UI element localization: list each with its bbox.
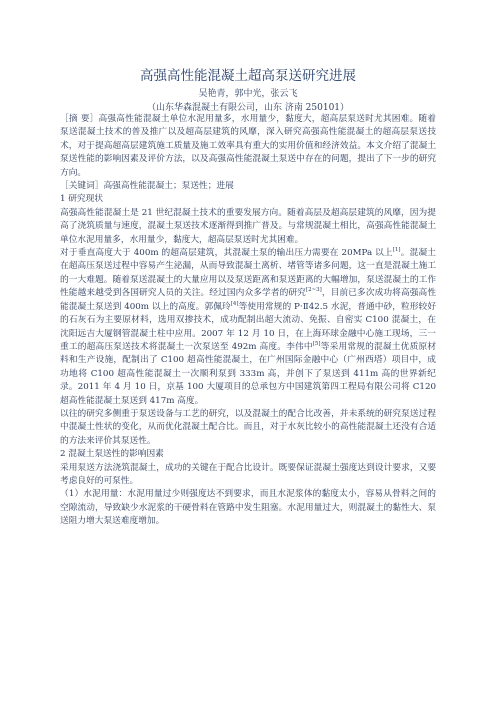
paper-authors: 吴艳青，郭中光，张云飞 (198, 89, 298, 99)
paper-title: 高强高性能混凝土超高泵送研究进展 (140, 68, 356, 84)
section-1-heading: 1 研究现状 (60, 194, 104, 205)
section-1-paragraph-3: 以往的研究多侧重于泵送设备与工艺的研究，以及混凝土的配合比改善，并未系统的研究泵送过程中混凝土性状的变化，从而优化混凝土配合比。而且，对于水灰比较小的高性能混凝土还没有合适的方法来评价其泵送性。 (60, 408, 436, 446)
s1p2-text-b: 。混凝土在超高压泵送过程中容易产生泌漏，从而导致混凝土离析、堵管等诸多问题，这一直是混凝土施工的一大难题。随着泵送混凝土的大量应用以及泵送距离和泵送距离的大幅增加，泵送混凝土的工作性能越来越受到各国研究人员的关注。经过国内众多学者的研究 (60, 248, 436, 299)
citation-4: [4] (230, 300, 239, 307)
section-2-paragraph-2: （1）水泥用量：水泥用量过少则强度达不到要求，而且水泥浆体的黏度太小，容易从骨料之间的空隙流动，导致缺少水泥浆的干硬骨料在管路中发生阻塞。水泥用量过大，则混凝土的黏性大、泵送阻力增大泵送难度增加。 (60, 489, 436, 527)
s1p2-text-c: ，目前已多次成功将高强高性能混凝土泵送到 400m 以上的高度。郭佩玲 (60, 288, 437, 312)
s1p2-text-a: 对于垂直高度大于 400m 的超高层建筑，其混凝土泵的输出压力需要在 20MPa 以上 (60, 248, 393, 259)
citation-5: [5] (312, 341, 321, 348)
section-1-paragraph-1: 高强高性能混凝土是 21 世纪混凝土技术的重要发展方向。随着高层及超高层建筑的风靡，因为提高了浇筑质量与速度，混凝土泵送技术逐渐得到推广普及。与常规混凝土相比，高强高性能混凝土单位水泥用量多，水用量少，黏度大，超高层泵送时尤其困难。 (60, 207, 436, 245)
s1p2-text-d: 等使用常规的 P·Ⅱ42.5 水泥，普通中砂，粒形较好的石灰石为主要原材料，选用双掺技术，成功配制出超大流动、免振、自密实 C100 混凝土，在沈阳远吉大厦钢管混凝土柱中应用。2007 年 12 月 10 日，在上海环球金融中心施工现场，三一重工的超高压泵送技术将混凝土一次泵送至 492m 高度。李伟中 (60, 301, 437, 352)
s1p2-text-e: 等采用常规的混凝土优质原材料和生产设施，配制出了 C100 超高性能混凝土，在广州国际金融中心（广州西塔）项目中，成功地将 C100 超高性能混凝土一次顺利泵到 333m 高，并创下了泵送到 411m 高的世界新纪录。2011 年 4 月 10 日，京基 100 大厦项目的总承包方中国建筑第四工程局有限公司将 C120 超高性能混凝土泵送到 417m 高度。 (60, 341, 437, 406)
section-1-paragraph-2 (60, 247, 436, 408)
paper-affiliation: （山东华森混凝土有限公司，山东 济南 250101） (146, 103, 350, 113)
keywords: ［关键词］高强高性能混凝土；泵送性；进展 (60, 181, 234, 192)
abstract: ［摘 要］高强高性能混凝土单位水泥用量多，水用量少，黏度大，超高层泵送时尤其困难。随着泵送混凝土技术的普及推广以及超高层建筑的风靡，深入研究高强高性能混凝土的超高层泵送技术，对于提高超高层建筑施工质量及施工效率具有重大的实用价值和经济效益。本文介绍了混凝土泵送性能的影响因素及评价方法，以及高强高性能混凝土泵送中存在的问题，提出了下一步的研究方向。 (60, 114, 436, 178)
section-2-heading: 2 混凝土泵送性的影响因素 (60, 449, 164, 460)
paper-body (60, 113, 436, 529)
citation-2-3: [2~3] (305, 287, 322, 294)
section-2-paragraph-1: 采用泵送方法浇筑混凝土，成功的关键在于配合比设计。既要保证混凝土强度达到设计要求，又要考虑良好的可泵性。 (60, 462, 436, 486)
citation-1: [1] (392, 247, 401, 254)
